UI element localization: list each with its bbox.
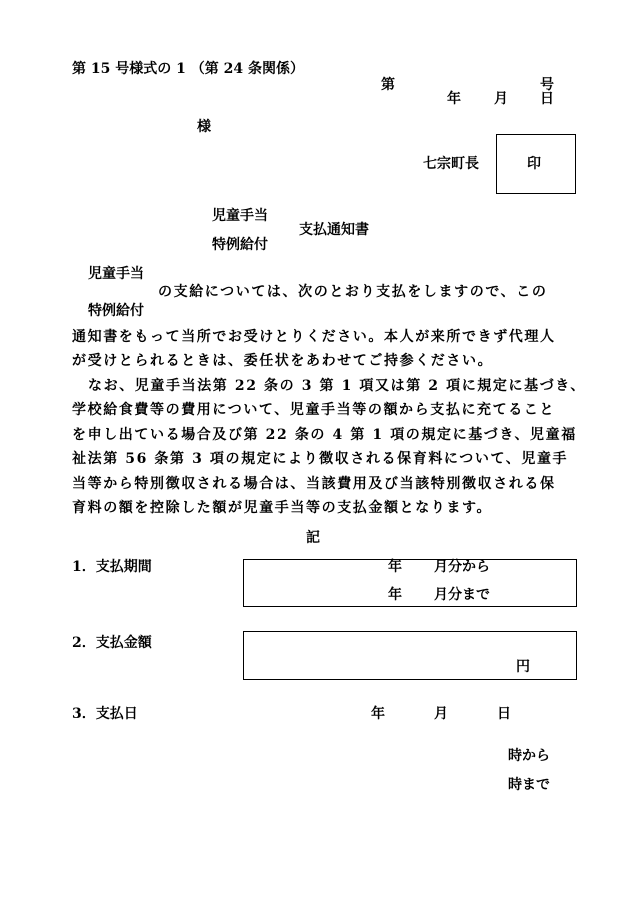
- addressee-suffix: 様: [197, 119, 211, 135]
- payday-month: 月: [434, 706, 448, 722]
- body-line-5: 学校給食費等の費用について、児童手当等の額から支払に充てること: [72, 402, 556, 418]
- form-number: 第 15 号様式の 1 （第 24 条関係）: [72, 61, 304, 77]
- body-line-6: を申し出ている場合及び第 22 条の 4 第 1 項の規定に基づき、児童福: [72, 427, 577, 443]
- body-line-2: 通知書をもって当所でお受けとりください。本人が来所できず代理人: [72, 329, 556, 345]
- body-line-9: 育料の額を控除した額が児童手当等の支払金額となります。: [72, 500, 493, 516]
- body-option-2: 特例給付: [88, 303, 144, 319]
- amount-unit: 円: [516, 659, 530, 675]
- doc-number-prefix: 第: [381, 77, 395, 93]
- payday-time-from: 時から: [508, 748, 550, 764]
- doc-number-suffix: 号: [540, 77, 554, 93]
- period-row2-year: 年: [388, 587, 402, 603]
- payday-year: 年: [371, 706, 385, 722]
- body-option-1: 児童手当: [88, 266, 144, 282]
- issuer-title: 七宗町長: [423, 156, 479, 172]
- body-line-1: の支給については、次のとおり支払をしますので、この: [158, 284, 548, 300]
- body-line-8: 当等から特別徴収される場合は、当該費用及び当該特別徴収される保: [72, 476, 556, 492]
- period-row2-month: 月分まで: [434, 587, 490, 603]
- payday-day: 日: [497, 706, 511, 722]
- amount-label: 2．支払金額: [72, 635, 152, 651]
- date-month: 月: [494, 91, 508, 107]
- period-row1-year: 年: [388, 559, 402, 575]
- period-box: [243, 559, 577, 607]
- seal-label: 印: [527, 156, 541, 172]
- period-row1-month: 月分から: [434, 559, 490, 575]
- payday-time-to: 時まで: [508, 777, 550, 793]
- payday-label: 3．支払日: [72, 706, 138, 722]
- date-year: 年: [447, 91, 461, 107]
- ki-heading: 記: [306, 530, 320, 546]
- title-option-1: 児童手当: [212, 208, 268, 224]
- body-line-4: なお、児童手当法第 22 条の 3 第 1 項又は第 2 項に規定に基づき、: [88, 378, 586, 394]
- body-line-7: 祉法第 56 条第 3 項の規定により徴収される保育料について、児童手: [72, 451, 569, 467]
- body-line-3: が受けとられるときは、委任状をあわせてご持参ください。: [72, 353, 494, 369]
- date-day: 日: [540, 91, 554, 107]
- title-option-2: 特例給付: [212, 237, 268, 253]
- period-label: 1．支払期間: [72, 559, 152, 575]
- page-title: 支払通知書: [299, 222, 369, 238]
